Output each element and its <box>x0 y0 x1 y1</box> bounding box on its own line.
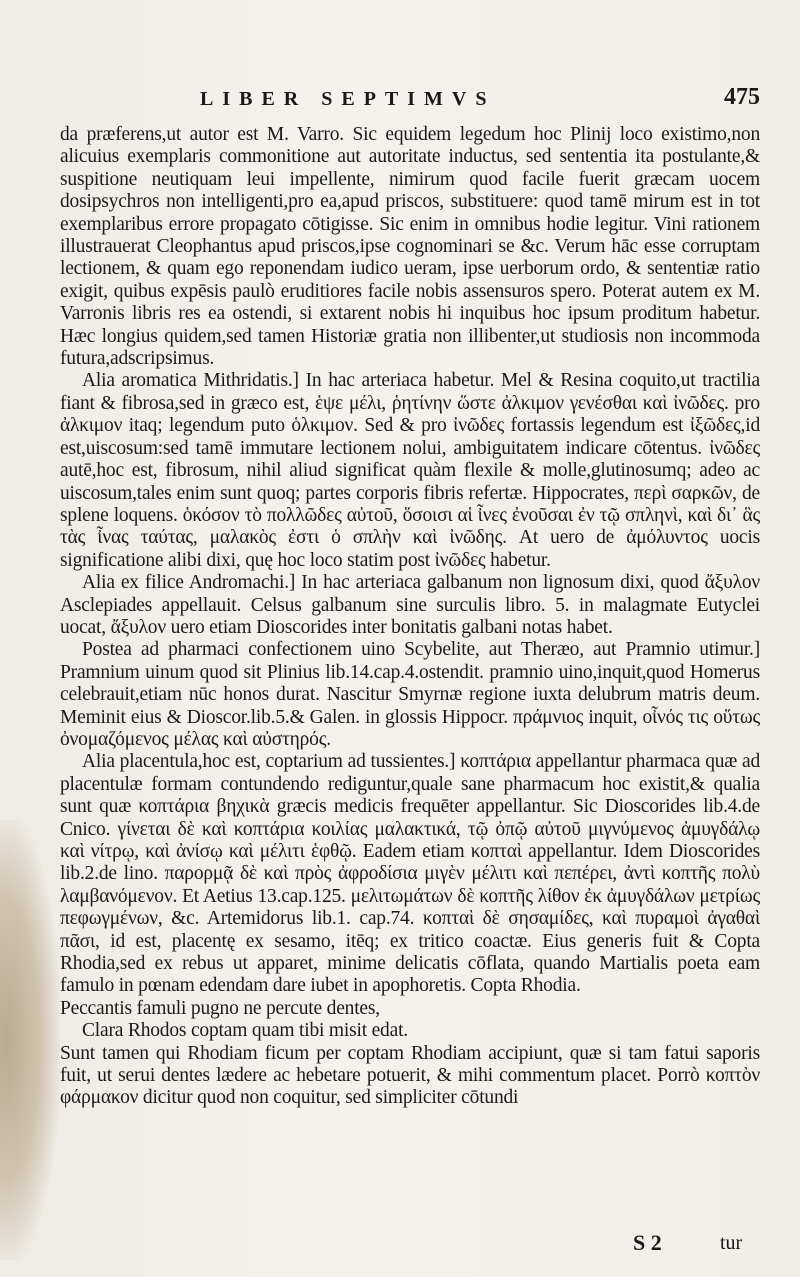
body-text <box>60 124 760 1110</box>
paragraph: Postea ad pharmaci confectionem uino Scybelite, aut Theræo, aut Pramnio utimur.] Pramnium uinum quod sit Plinius lib.14.cap.4.ostendit. pramnio uino,inquit,quod Homerus celebrauit,etiam nūc honos durat. Nascitur Smyrnæ regione iuxta delubrum matris deum. Meminit eius & Dioscor.lib.5.& Galen. in glossis Hippocr. πράμνιος inquit, οἶνός τις οὕτως ὀνομαζόμενος μέλας καὶ αὐστηρός. <box>60 639 760 750</box>
catchword: tur <box>720 1232 743 1254</box>
page-header <box>200 84 760 124</box>
paragraph: Alia ex filice Andromachi.] In hac arteriaca galbanum non lignosum dixi, quod ἄξυλον Asclepiades appellauit. Celsus galbanum sine surculis libro. 5. in malagmate Eutyclei uocat, ἄξυλον uero etiam Dioscorides inter bonitatis galbani notas habet. <box>60 572 760 638</box>
verse-line: Clara Rhodos coptam quam tibi misit edat. <box>82 1020 408 1042</box>
running-title: LIBER SEPTIMVS <box>200 88 496 110</box>
paragraph: da præferens,ut autor est M. Varro. Sic equidem legedum hoc Plinij loco existimo,non alicuius exemplaris commonitione aut autoritate inductus, sed sententia ita postulante,& suspitione neutiquam leui impellente, nimirum quod facile fuerit græcam uocem dosipsychros non intelligenti,pro ea,apud priscos, substituere: quod tamē mirum est in tot exemplaribus errore propagato cōtigisse. Sic enim in omnibus hodie legitur. Vini rationem illustrauerat Cleophantus apud priscos,ipse cognominari se &c. Verum hāc esse corruptam lectionem, & quam ego reponendam iudico ueram, ipse uerborum ordo, & sententiæ ratio exigit, quibus expēsis paulò eruditiores facile nobis assensuros spero. Poterat autem ex M. Varronis libris res ea ostendi, si extarent nobis hi inquibus hoc ipsum proditum habetur. Hæc longius quidem,sed tamen Historiæ gratia non illibenter,ut studiosis non incommoda futura,adscripsimus. <box>60 124 760 370</box>
page-footer <box>0 1230 800 1260</box>
paragraph: Alia aromatica Mithridatis.] In hac arteriaca habetur. Mel & Resina coquito,ut tractilia fiant & fibrosa,sed in græco est, ἑψε μέλι, ῥητίνην ὥστε ἀλκιμον γενέσθαι καὶ ἰνῶδες. pro ἀλκιμον itaq; legendum puto ὁλκιμον. Sed & pro ἰνῶδες fortassis legendum est ἰξῶδες,id est,uiscosum:sed tamē immutare lectionem nolui, ambiguitatem indicare cōtentus. ἰνῶδες autē,hoc est, fibrosum, nihil aliud significat quàm flexile & molle,glutinosumq; adeo ac uiscosum,tales enim sunt quoq; partes corporis fibris refertæ. Hippocrates, περὶ σαρκῶν, de splene loquens. ὁκόσον τὸ πολλῶδες αὐτοῦ, ὅσοισι αἱ ἶνες ἐνοῦσαι ἐν τῷ σπληνὶ, καὶ δι᾽ ἃς τὰς ἶνας ταύτας, μαλακὸς ἐστι ὁ σπλὴν καὶ ἰνῶδης. At uero de ἀμόλυντος uocis significatione alibi dixi, quę hoc loco statim post ἰνῶδες habetur. <box>60 370 760 571</box>
signature-mark: S 2 <box>633 1230 662 1255</box>
verse-line: Peccantis famuli pugno ne percute dentes, <box>60 997 380 1019</box>
water-stain <box>0 820 60 1260</box>
page-number: 475 <box>724 84 760 110</box>
paragraph: Alia placentula,hoc est, coptarium ad tussientes.] κοπτάρια appellantur pharmaca quæ ad placentulæ formam contundendo rediguntur,quale sane pharmacum hoc existit,& qualia sunt quæ κοπτάρια βηχικὰ græcis medicis frequēter appellantur. Sic Dioscorides lib.4.de Cnico. γίνεται δὲ καὶ κοπτάρια κοιλίας μαλακτικά, τῷ ὀπῷ αὐτοῦ μιγνύμενος ἀμυγδάλῳ καὶ νίτρῳ, καὶ ἀνίσῳ καὶ μέλιτι ἑφθῷ. Eadem etiam κοπταὶ appellantur. Idem Dioscorides lib.2.de lino. παρορμᾷ δὲ καὶ πρὸς ἀφροδίσια μιγὲν μέλιτι καὶ πεπέρει, ἀντὶ κοπτῆς πολὺ λαμβανόμενον. Et Aetius 13.cap.125. μελιτωμάτων δὲ κοπτῆς λίθον ἐκ ἀμυγδάλων μετρίως πεφωγμένων, &c. Artemidorus lib.1. cap.74. κοπταὶ δὲ σησαμίδες, καὶ πυραμοὶ ἀγαθαὶ πᾶσι, id est, placentę ex sesamo, itēq; ex tritico coactæ. Eius generis fuit & Copta Rhodia,sed ex rebus ut apparet, minime delicatis cōflata, quando Martialis poeta eam famulo in pœnam edendam dare iubet in apophoretis. Copta Rhodia. <box>60 751 760 997</box>
paragraph: Sunt tamen qui Rhodiam ficum per coptam Rhodiam accipiunt, quæ si tam fatui saporis fuit, ut serui dentes lædere ac hebetare potuerit, & mihi commentum placet. Porrò κοπτὸν φάρμακον dicitur quod non coquitur, sed simpliciter cōtundi <box>60 1042 760 1109</box>
